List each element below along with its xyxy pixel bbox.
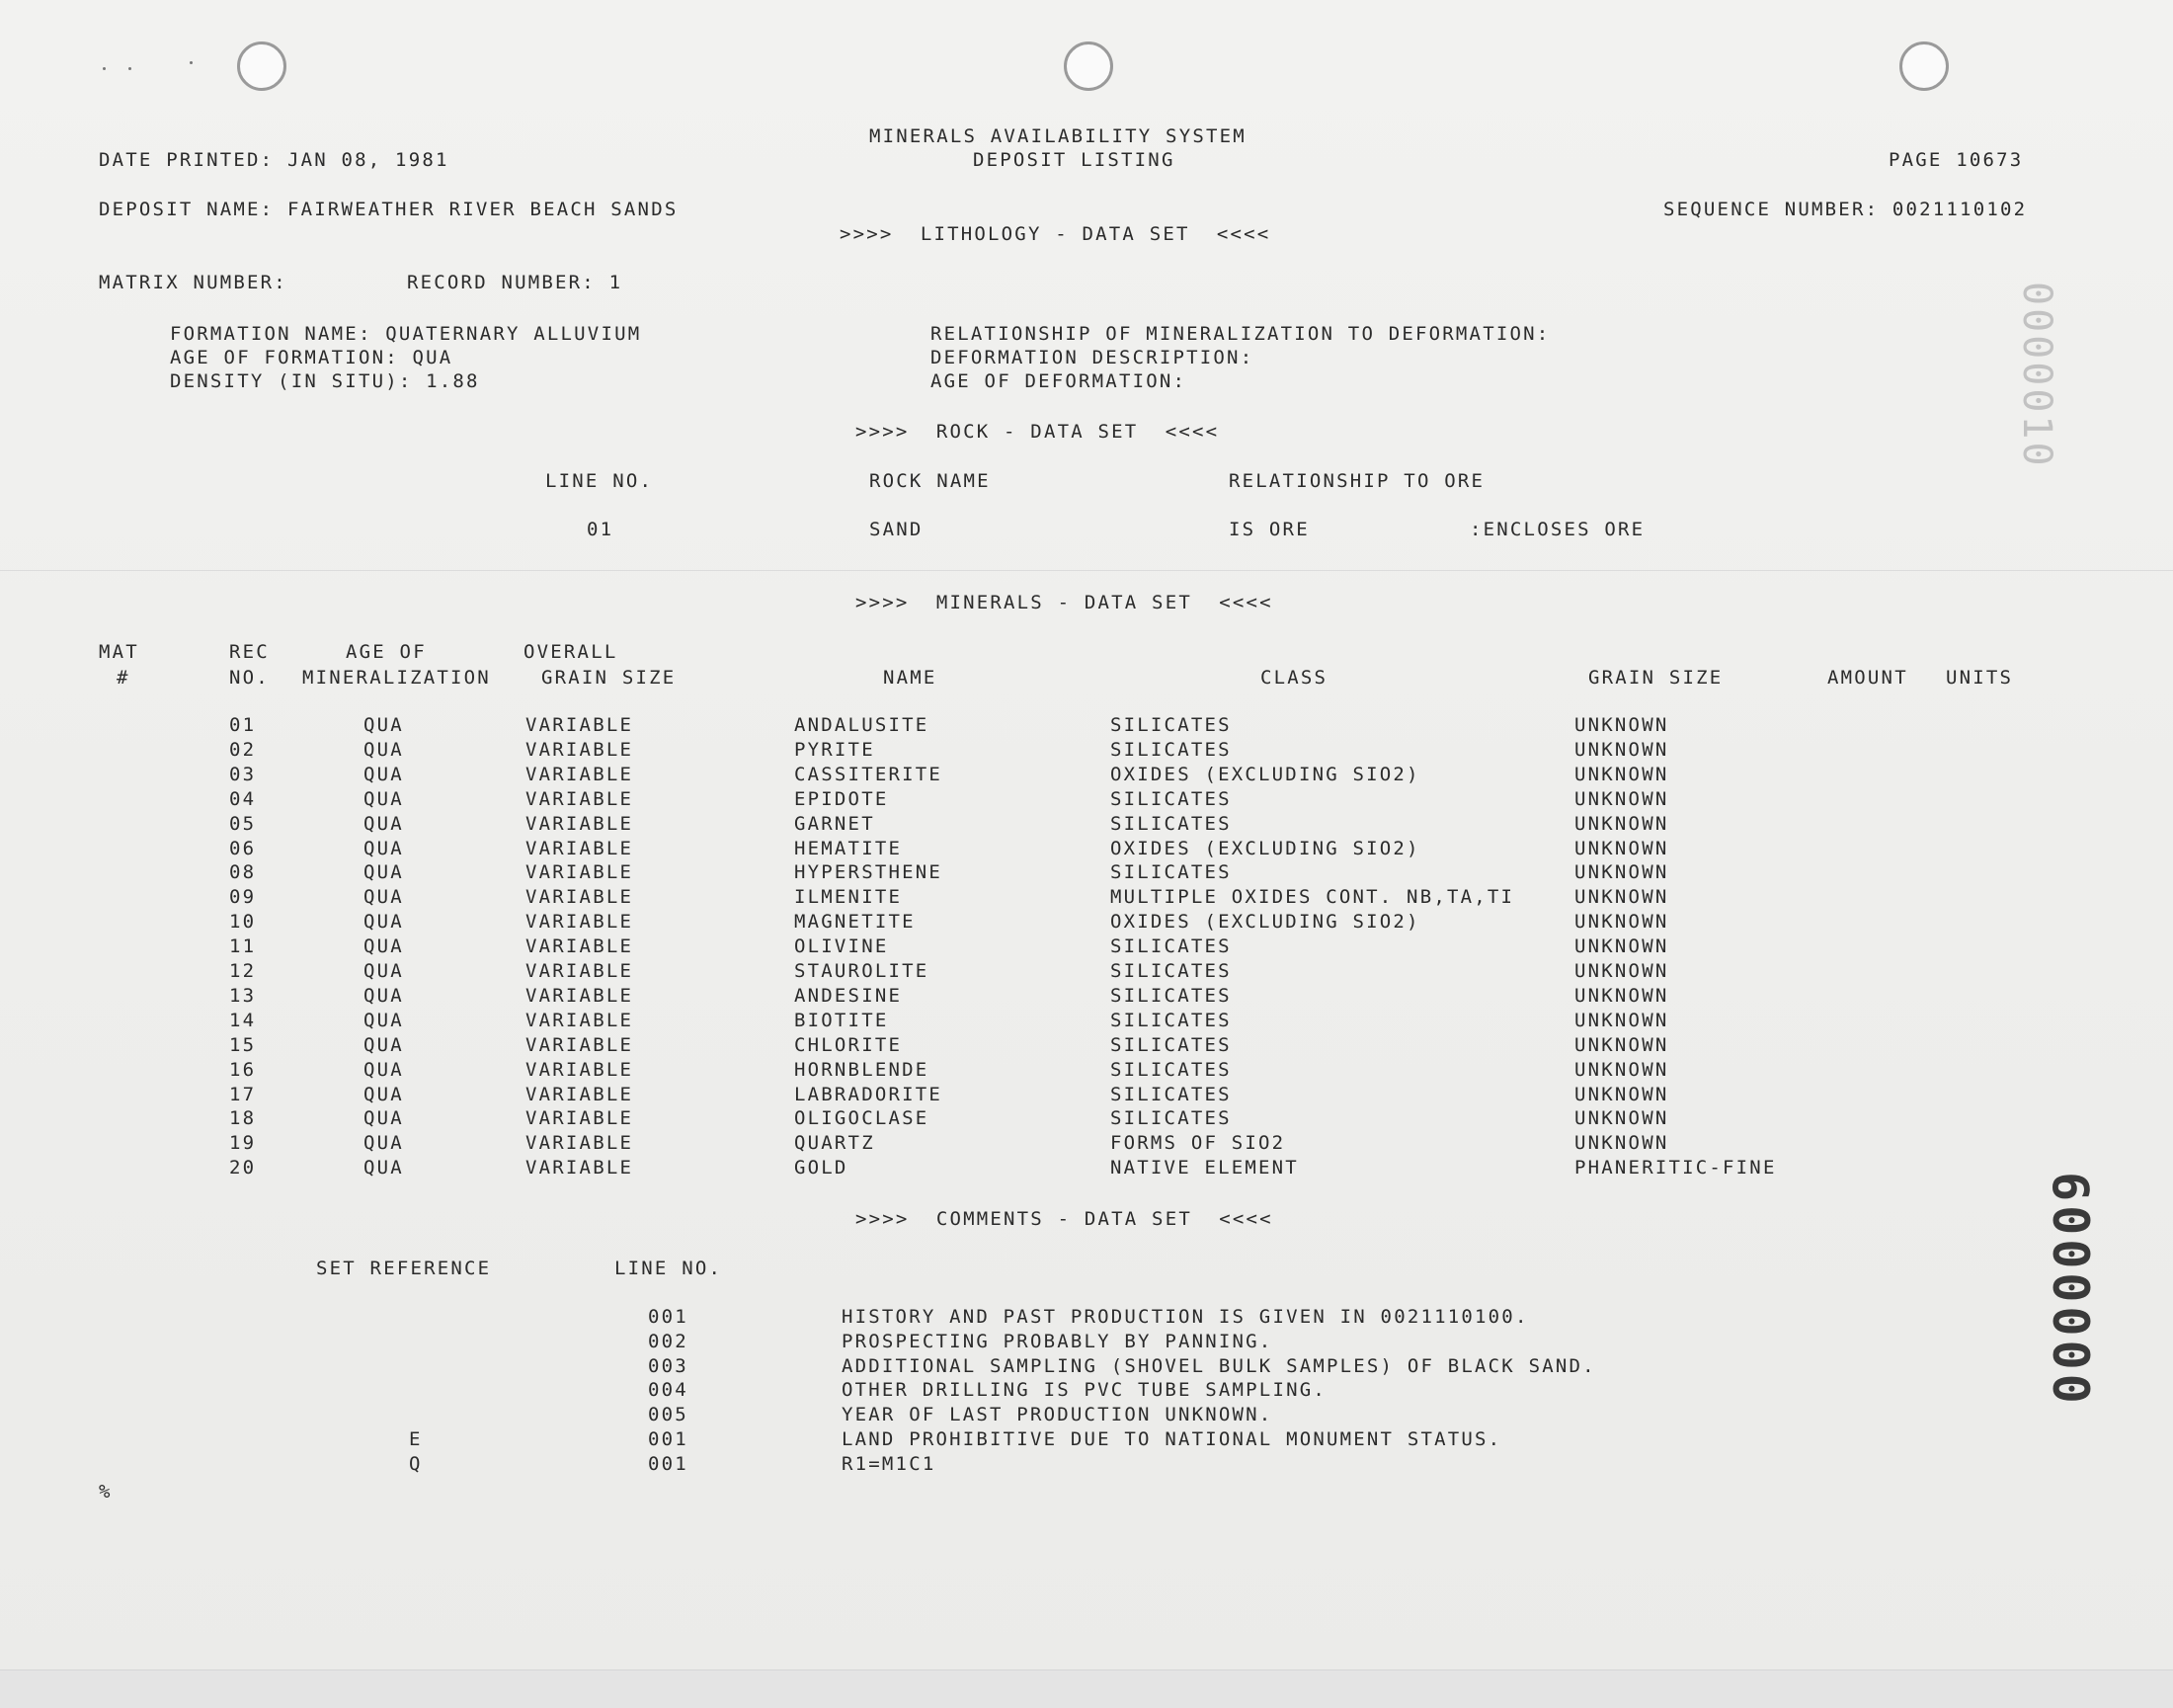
mineral-grain-size: UNKNOWN [1574,1058,1669,1081]
comment-text: PROSPECTING PROBABLY BY PANNING. [842,1330,1273,1352]
mineral-rec-no: 05 [229,812,257,835]
mineral-row [0,1034,2173,1059]
mineral-rec-no: 18 [229,1107,257,1130]
age-of-deformation: AGE OF DEFORMATION: [930,370,1187,392]
mineral-rec-no: 19 [229,1132,257,1155]
mineral-class: SILICATES [1110,1107,1232,1130]
mineral-row [0,886,2173,911]
comments-header-set-reference: SET REFERENCE [316,1258,492,1279]
punch-hole-left [237,41,286,91]
mineral-overall-grain-size: VARIABLE [525,763,634,785]
listing-title: DEPOSIT LISTING [973,149,1175,171]
mineral-class: OXIDES (EXCLUDING SIO2) [1110,837,1420,859]
mineral-class: OXIDES (EXCLUDING SIO2) [1110,911,1420,934]
comment-line-no: 003 [648,1354,688,1377]
mineral-grain-size: UNKNOWN [1574,1132,1669,1155]
frame-number-stamp-top: 0000010 [2014,282,2059,469]
mineral-rec-no: 03 [229,763,257,785]
mineral-rec-no: 10 [229,911,257,934]
age-of-formation: AGE OF FORMATION: QUA [170,347,453,368]
mineral-name: ANDALUSITE [794,714,929,736]
mineral-grain-size: UNKNOWN [1574,1009,1669,1031]
mineral-age: QUA [363,763,404,785]
mineral-overall-grain-size: VARIABLE [525,1033,634,1056]
mineral-grain-size: PHANERITIC-FINE [1574,1157,1777,1179]
mineral-class: SILICATES [1110,787,1232,810]
mineral-overall-grain-size: VARIABLE [525,911,634,934]
mineral-grain-size: UNKNOWN [1574,837,1669,859]
comment-set-reference: E [409,1428,423,1450]
mineral-age: QUA [363,738,404,761]
mineral-rec-no: 01 [229,714,257,736]
deformation-description: DEFORMATION DESCRIPTION: [930,347,1254,368]
mineral-grain-size: UNKNOWN [1574,763,1669,785]
mineral-age: QUA [363,1107,404,1130]
mineral-grain-size: UNKNOWN [1574,1083,1669,1105]
mineral-grain-size: UNKNOWN [1574,1107,1669,1130]
page-number: PAGE 10673 [1889,149,2024,171]
mineral-class: SILICATES [1110,935,1232,958]
mineral-grain-size: UNKNOWN [1574,886,1669,909]
comments-header-line-no: LINE NO. [614,1258,723,1279]
mineral-row [0,764,2173,788]
comment-text: LAND PROHIBITIVE DUE TO NATIONAL MONUMENT STATUS. [842,1428,1502,1450]
mineral-name: ILMENITE [794,886,903,909]
mineral-grain-size: UNKNOWN [1574,787,1669,810]
mineral-row [0,1157,2173,1181]
mineral-name: QUARTZ [794,1132,875,1155]
minerals-header-mat-hash: # [117,667,130,689]
comment-text: R1=M1C1 [842,1452,936,1475]
mineral-overall-grain-size: VARIABLE [525,1132,634,1155]
mineral-class: FORMS OF SIO2 [1110,1132,1286,1155]
minerals-section-title: >>>> MINERALS - DATA SET <<<< [855,592,1273,613]
mineral-row [0,1107,2173,1132]
mineral-name: OLIGOCLASE [794,1107,929,1130]
mineral-name: PYRITE [794,738,875,761]
mineral-grain-size: UNKNOWN [1574,812,1669,835]
comment-line-no: 002 [648,1330,688,1352]
mineral-rec-no: 08 [229,861,257,884]
punch-hole-center [1064,41,1113,91]
sequence-number: SEQUENCE NUMBER: 0021110102 [1663,199,2028,220]
minerals-header-name: NAME [883,667,937,689]
mineral-class: MULTIPLE OXIDES CONT. NB,TA,TI [1110,886,1515,909]
comment-row [0,1331,2173,1355]
mineral-overall-grain-size: VARIABLE [525,1083,634,1105]
mineral-rec-no: 06 [229,837,257,859]
mineral-name: HEMATITE [794,837,903,859]
mineral-grain-size: UNKNOWN [1574,714,1669,736]
mineral-rec-no: 16 [229,1058,257,1081]
date-printed: DATE PRINTED: JAN 08, 1981 [99,149,449,171]
comment-row [0,1404,2173,1428]
mineral-rec-no: 11 [229,935,257,958]
mineral-row [0,1059,2173,1084]
mineral-row [0,1084,2173,1108]
speck-mark [128,67,131,70]
minerals-header-class: CLASS [1260,667,1328,689]
mineral-age: QUA [363,837,404,859]
mineral-row [0,714,2173,739]
mineral-age: QUA [363,1083,404,1105]
mineral-age: QUA [363,1033,404,1056]
mineral-age: QUA [363,812,404,835]
mineral-age: QUA [363,1132,404,1155]
speck-mark [103,67,106,70]
mineral-overall-grain-size: VARIABLE [525,935,634,958]
mineral-grain-size: UNKNOWN [1574,935,1669,958]
mineral-class: OXIDES (EXCLUDING SIO2) [1110,763,1420,785]
mineral-rec-no: 13 [229,984,257,1007]
mineral-age: QUA [363,1157,404,1179]
mineral-rec-no: 02 [229,738,257,761]
rock-header-line-no: LINE NO. [545,470,654,492]
comment-line-no: 004 [648,1379,688,1402]
mineral-overall-grain-size: VARIABLE [525,1058,634,1081]
mineral-grain-size: UNKNOWN [1574,911,1669,934]
minerals-header-rec-no: NO. [229,667,270,689]
mineral-age: QUA [363,935,404,958]
mineral-name: STAUROLITE [794,960,929,982]
rock-name: SAND [869,519,924,540]
mineral-age: QUA [363,886,404,909]
comment-line-no: 001 [648,1306,688,1328]
mineral-class: SILICATES [1110,861,1232,884]
minerals-header-mat: MAT [99,641,139,663]
page-bottom-edge [0,1669,2173,1708]
mineral-overall-grain-size: VARIABLE [525,738,634,761]
mineral-grain-size: UNKNOWN [1574,861,1669,884]
comment-line-no: 005 [648,1404,688,1426]
mineral-overall-grain-size: VARIABLE [525,787,634,810]
minerals-header-mineralization: MINERALIZATION [302,667,491,689]
mineral-class: SILICATES [1110,984,1232,1007]
mineral-row [0,861,2173,886]
minerals-header-grain-size: GRAIN SIZE [1588,667,1724,689]
rock-header-rock-name: ROCK NAME [869,470,991,492]
mineral-row [0,911,2173,935]
comment-line-no: 001 [648,1452,688,1475]
formation-name: FORMATION NAME: QUATERNARY ALLUVIUM [170,323,642,345]
mineral-row [0,935,2173,960]
mineral-row [0,813,2173,838]
rock-header-relationship: RELATIONSHIP TO ORE [1229,470,1486,492]
comment-row [0,1355,2173,1380]
minerals-header-grain-size-overall: GRAIN SIZE [541,667,677,689]
mineral-overall-grain-size: VARIABLE [525,812,634,835]
mineral-rec-no: 09 [229,886,257,909]
mineral-overall-grain-size: VARIABLE [525,714,634,736]
mineral-class: NATIVE ELEMENT [1110,1157,1299,1179]
relationship-to-deformation: RELATIONSHIP OF MINERALIZATION TO DEFORMATION: [930,323,1551,345]
speck-mark [190,61,193,64]
mineral-overall-grain-size: VARIABLE [525,861,634,884]
mineral-age: QUA [363,984,404,1007]
mineral-name: LABRADORITE [794,1083,943,1105]
comment-line-no: 001 [648,1428,688,1450]
mineral-name: CASSITERITE [794,763,943,785]
rock-line-no: 01 [587,519,614,540]
mineral-grain-size: UNKNOWN [1574,1033,1669,1056]
mineral-rec-no: 12 [229,960,257,982]
mineral-class: SILICATES [1110,1033,1232,1056]
comment-text: OTHER DRILLING IS PVC TUBE SAMPLING. [842,1379,1328,1402]
mineral-row [0,985,2173,1010]
mineral-overall-grain-size: VARIABLE [525,1107,634,1130]
minerals-header-overall: OVERALL [523,641,618,663]
mineral-overall-grain-size: VARIABLE [525,837,634,859]
rock-section-title: >>>> ROCK - DATA SET <<<< [855,421,1220,443]
minerals-header-rec: REC [229,641,270,663]
mineral-overall-grain-size: VARIABLE [525,1157,634,1179]
mineral-overall-grain-size: VARIABLE [525,1009,634,1031]
mineral-class: SILICATES [1110,714,1232,736]
mineral-row [0,1132,2173,1157]
lithology-section-title: >>>> LITHOLOGY - DATA SET <<<< [840,223,1271,245]
mineral-age: QUA [363,861,404,884]
mineral-age: QUA [363,960,404,982]
mineral-class: SILICATES [1110,812,1232,835]
mineral-rec-no: 14 [229,1009,257,1031]
mineral-grain-size: UNKNOWN [1574,738,1669,761]
minerals-header-amount: AMOUNT [1827,667,1908,689]
mineral-rec-no: 20 [229,1157,257,1179]
rock-relationship-extra: :ENCLOSES ORE [1470,519,1646,540]
mineral-name: HORNBLENDE [794,1058,929,1081]
mineral-class: SILICATES [1110,1009,1232,1031]
mineral-age: QUA [363,787,404,810]
mineral-name: EPIDOTE [794,787,889,810]
comment-row [0,1306,2173,1331]
mineral-name: HYPERSTHENE [794,861,943,884]
rock-relationship: IS ORE [1229,519,1310,540]
mineral-name: GOLD [794,1157,848,1179]
mineral-row [0,739,2173,764]
mineral-name: OLIVINE [794,935,889,958]
mineral-name: ANDESINE [794,984,903,1007]
fold-line [0,570,2173,571]
mineral-grain-size: UNKNOWN [1574,984,1669,1007]
comment-row [0,1453,2173,1478]
comment-text: YEAR OF LAST PRODUCTION UNKNOWN. [842,1404,1273,1426]
minerals-header-units: UNITS [1946,667,2014,689]
mineral-class: SILICATES [1110,960,1232,982]
mineral-row [0,1010,2173,1034]
mineral-name: MAGNETITE [794,911,916,934]
mineral-name: BIOTITE [794,1009,889,1031]
mineral-class: SILICATES [1110,738,1232,761]
comment-text: HISTORY AND PAST PRODUCTION IS GIVEN IN 0021110100. [842,1306,1529,1328]
mineral-grain-size: UNKNOWN [1574,960,1669,982]
record-number: RECORD NUMBER: 1 [407,272,623,293]
mineral-age: QUA [363,1009,404,1031]
mineral-row [0,788,2173,813]
mineral-rec-no: 15 [229,1033,257,1056]
matrix-number: MATRIX NUMBER: [99,272,287,293]
density-in-situ: DENSITY (IN SITU): 1.88 [170,370,480,392]
mineral-row [0,960,2173,985]
mineral-name: GARNET [794,812,875,835]
mineral-class: SILICATES [1110,1083,1232,1105]
mineral-rec-no: 17 [229,1083,257,1105]
system-title: MINERALS AVAILABILITY SYSTEM [869,125,1247,147]
mineral-overall-grain-size: VARIABLE [525,984,634,1007]
frame-number-stamp-bottom: 6000000 [2042,1172,2099,1408]
deposit-name: DEPOSIT NAME: FAIRWEATHER RIVER BEACH SANDS [99,199,679,220]
mineral-age: QUA [363,714,404,736]
mineral-overall-grain-size: VARIABLE [525,886,634,909]
mineral-row [0,838,2173,862]
mineral-rec-no: 04 [229,787,257,810]
mineral-age: QUA [363,1058,404,1081]
comment-text: ADDITIONAL SAMPLING (SHOVEL BULK SAMPLES) OF BLACK SAND. [842,1354,1596,1377]
mineral-name: CHLORITE [794,1033,903,1056]
comment-row [0,1428,2173,1453]
mineral-overall-grain-size: VARIABLE [525,960,634,982]
minerals-header-age-of: AGE OF [346,641,427,663]
punch-hole-right [1899,41,1949,91]
end-of-record-mark: % [99,1481,113,1503]
mineral-age: QUA [363,911,404,934]
comment-row [0,1379,2173,1404]
comments-section-title: >>>> COMMENTS - DATA SET <<<< [855,1208,1273,1230]
mineral-class: SILICATES [1110,1058,1232,1081]
comment-set-reference: Q [409,1452,423,1475]
